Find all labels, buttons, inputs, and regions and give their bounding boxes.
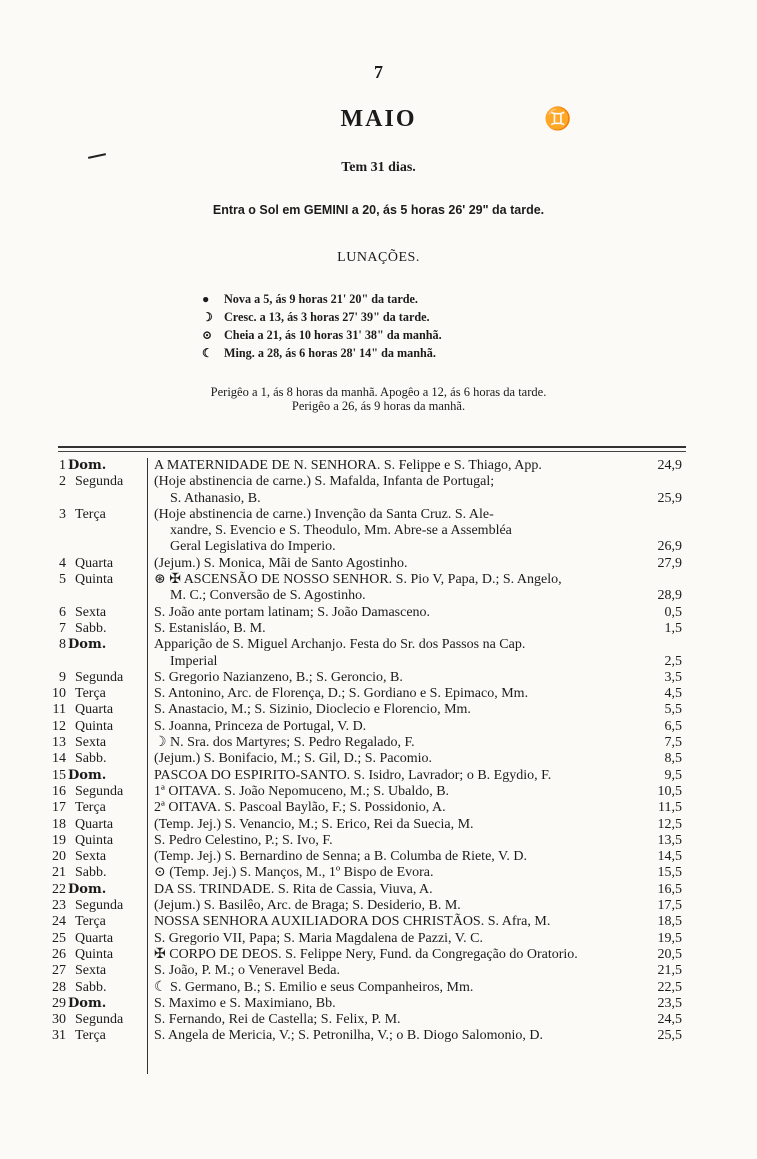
magnitude-value: 10,5 [657, 783, 682, 799]
magnitude-value: 4,5 [664, 686, 682, 702]
saints-entry: 1ª OITAVA. S. João Nepomuceno, M.; S. Ubaldo, B. [154, 783, 450, 799]
saints-entry: S. Angela de Mericia, V.; S. Petronilha, V.; o B. Diogo Salomonio, D. [154, 1028, 544, 1044]
saints-entry: S. João ante portam latinam; S. João Damasceno. [154, 604, 431, 620]
magnitude-value: 14,5 [657, 849, 682, 865]
day-number: 28 [52, 979, 66, 995]
weekday: Sexta [75, 849, 107, 865]
magnitude-value: 19,5 [657, 930, 682, 946]
day-number: 20 [52, 849, 66, 865]
weekday: Terça [75, 506, 106, 522]
calendar-row [0, 898, 757, 914]
day-number: 24 [52, 914, 66, 930]
month-title: MAIO [340, 106, 417, 132]
calendar-row [0, 1012, 757, 1028]
saints-entry: ☽ N. Sra. dos Martyres; S. Pedro Regalado, F. [154, 735, 415, 751]
weekday: Dom. [68, 637, 107, 653]
weekday: Sexta [75, 735, 107, 751]
margin-mark [88, 153, 106, 159]
moon-phase-text: Cheia a 21, ás 10 horas 31' 38" da manhã. [224, 328, 442, 342]
moon-phases-list [202, 290, 442, 362]
weekday: Dom. [68, 995, 107, 1011]
calendar-row [0, 1028, 757, 1044]
calendar-row [0, 800, 757, 816]
day-number: 21 [52, 865, 66, 881]
moon-phase-item [202, 326, 442, 344]
gemini-sign-icon: ♊ [544, 106, 572, 131]
day-number: 3 [59, 506, 66, 522]
saints-entry: S. Pedro Celestino, P.; S. Ivo, F. [154, 832, 333, 848]
saints-entry: S. Gregorio VII, Papa; S. Maria Magdalena de Pazzi, V. C. [154, 930, 483, 946]
saints-entry: (Temp. Jej.) S. Venancio, M.; S. Erico, Rei da Suecia, M. [154, 816, 474, 832]
saints-entry: ✠ CORPO DE DEOS. S. Felippe Nery, Fund. da Congregação do Oratorio. [154, 946, 578, 962]
day-number: 22 [52, 881, 66, 897]
day-number: 4 [59, 555, 66, 571]
last-quarter-icon: ☾ [202, 346, 213, 360]
weekday: Terça [75, 800, 106, 816]
calendar-row [0, 458, 757, 474]
magnitude-value: 22,5 [657, 979, 682, 995]
day-number: 7 [59, 620, 66, 636]
day-number: 12 [52, 718, 66, 734]
magnitude-value: 16,5 [657, 881, 682, 897]
magnitude-value: 20,5 [657, 946, 682, 962]
calendar-row [0, 556, 757, 572]
magnitude-value: 0,5 [664, 604, 682, 620]
saints-entry: S. Anastacio, M.; S. Sizinio, Dioclecio e Florencio, Mm. [154, 702, 471, 718]
day-number: 5 [59, 572, 66, 588]
weekday: Sabb. [75, 751, 107, 767]
calendar-row [0, 686, 757, 702]
calendar-row [0, 670, 757, 686]
weekday: Quinta [75, 572, 114, 588]
calendar-row [0, 784, 757, 800]
magnitude-value: 25,9 [657, 490, 682, 506]
saints-entry: M. C.; Conversão de S. Agostinho. [170, 588, 366, 604]
weekday: Terça [75, 914, 106, 930]
saints-entry: S. Gregorio Nazianzeno, B.; S. Geroncio, B. [154, 669, 403, 685]
saints-entry: ☾ S. Germano, B.; S. Emilio e seus Companheiros, Mm. [154, 979, 474, 995]
magnitude-value: 6,5 [664, 718, 682, 734]
saints-entry: ⊛ ✠ ASCENSÃO DE NOSSO SENHOR. S. Pio V, Papa, D.; S. Angelo, [154, 572, 562, 588]
perigee-line-1: Perigêo a 1, ás 8 horas da manhã. Apogêo a 12, ás 6 horas da tarde. [210, 385, 547, 399]
calendar-row [0, 474, 757, 490]
full-moon-icon: ⊙ [202, 328, 213, 342]
weekday: Quarta [75, 930, 114, 946]
day-number: 1 [59, 458, 66, 473]
day-number: 11 [52, 702, 66, 718]
day-number: 14 [52, 751, 66, 767]
saints-entry: S. João, P. M.; o Veneravel Beda. [154, 963, 340, 979]
day-number: 6 [59, 604, 66, 620]
weekday: Quarta [75, 816, 114, 832]
calendar-row [0, 637, 757, 653]
saints-entry: S. Estanisláo, B. M. [154, 620, 266, 636]
moon-phase-item [202, 344, 442, 362]
magnitude-value: 12,5 [657, 816, 682, 832]
saints-entry: S. Maximo e S. Maximiano, Bb. [154, 995, 336, 1011]
calendar-row [0, 621, 757, 637]
calendar-row [0, 865, 757, 881]
calendar-row [0, 539, 757, 555]
magnitude-value: 15,5 [657, 865, 682, 881]
saints-entry: Apparição de S. Miguel Archanjo. Festa do Sr. dos Passos na Cap. [154, 637, 526, 653]
table-top-rule [58, 446, 686, 448]
weekday: Quarta [75, 555, 114, 571]
saints-entry: (Jejum.) S. Bonifacio, M.; S. Gil, D.; S. Pacomio. [154, 751, 433, 767]
calendar-row [0, 963, 757, 979]
weekday: Terça [75, 1028, 106, 1044]
new-moon-icon: ● [202, 292, 210, 306]
day-number: 18 [52, 816, 66, 832]
saints-entry: (Jejum.) S. Monica, Mãi de Santo Agostinho. [154, 555, 408, 571]
day-number: 2 [59, 474, 66, 490]
moon-phase-item [202, 290, 442, 308]
first-quarter-icon: ☽ [202, 310, 213, 324]
saints-entry: DA SS. TRINDADE. S. Rita de Cassia, Viuva, A. [154, 881, 433, 897]
magnitude-value: 11,5 [658, 800, 682, 816]
calendar-row [0, 719, 757, 735]
calendar-row [0, 605, 757, 621]
day-number: 16 [52, 783, 66, 799]
saints-entry: S. Athanasio, B. [170, 490, 261, 506]
saints-entry: A MATERNIDADE DE N. SENHORA. S. Felippe e S. Thiago, App. [154, 458, 542, 473]
moon-phase-item [202, 308, 442, 326]
weekday: Quinta [75, 718, 114, 734]
day-number: 29 [52, 995, 66, 1011]
day-number: 19 [52, 832, 66, 848]
magnitude-value: 13,5 [657, 832, 682, 848]
calendar-row [0, 947, 757, 963]
perigee-block [0, 385, 757, 413]
moon-phase-text: Ming. a 28, ás 6 horas 28' 14" da manhã. [224, 346, 436, 360]
magnitude-value: 8,5 [664, 751, 682, 767]
calendar-row [0, 931, 757, 947]
sun-entry: Entra o Sol em GEMINI a 20, ás 5 horas 26' 29" da tarde. [212, 203, 545, 217]
magnitude-value: 21,5 [657, 963, 682, 979]
day-number: 30 [52, 1012, 66, 1028]
magnitude-value: 23,5 [657, 995, 682, 1011]
magnitude-value: 24,9 [657, 458, 682, 473]
magnitude-value: 9,5 [664, 767, 682, 783]
page-number: 7 [374, 62, 383, 82]
saints-entry: xandre, S. Evencio e S. Theodulo, Mm. Abre-se a Assembléa [170, 523, 512, 539]
saints-entry: (Jejum.) S. Basilêo, Arc. de Braga; S. Desiderio, B. M. [154, 898, 461, 914]
calendar-row [0, 572, 757, 588]
saints-entry: Geral Legislativa do Imperio. [170, 539, 336, 555]
lunations-heading: LUNAÇÕES. [337, 250, 420, 265]
weekday: Segunda [75, 1012, 124, 1028]
saints-entry: PASCOA DO ESPIRITO-SANTO. S. Isidro, Lavrador; o B. Egydio, F. [154, 767, 552, 783]
calendar-row [0, 507, 757, 523]
calendar-row [0, 735, 757, 751]
saints-entry: ⊙ (Temp. Jej.) S. Manços, M., 1º Bispo de Evora. [154, 865, 434, 881]
weekday: Sexta [75, 604, 107, 620]
magnitude-value: 5,5 [664, 702, 682, 718]
calendar-row [0, 702, 757, 718]
saints-entry: S. Antonino, Arc. de Florença, D.; S. Gordiano e S. Epimaco, Mm. [154, 686, 529, 702]
saints-entry: NOSSA SENHORA AUXILIADORA DOS CHRISTÃOS. S. Afra, M. [154, 914, 551, 930]
calendar-row [0, 882, 757, 898]
day-number: 13 [52, 735, 66, 751]
weekday: Quinta [75, 832, 114, 848]
day-number: 25 [52, 930, 66, 946]
weekday: Segunda [75, 898, 124, 914]
calendar-row [0, 914, 757, 930]
moon-phase-text: Cresc. a 13, ás 3 horas 27' 39" da tarde. [224, 310, 430, 324]
moon-phase-text: Nova a 5, ás 9 horas 21' 20" da tarde. [224, 292, 418, 306]
day-number: 8 [59, 637, 66, 653]
weekday: Dom. [68, 767, 107, 783]
calendar-table [0, 458, 757, 1045]
perigee-line-2: Perigêo a 26, ás 9 horas da manhã. [291, 399, 466, 413]
magnitude-value: 25,5 [657, 1028, 682, 1044]
calendar-row [0, 751, 757, 767]
calendar-row [0, 491, 757, 507]
saints-entry: 2ª OITAVA. S. Pascoal Baylão, F.; S. Possidonio, A. [154, 800, 446, 816]
day-number: 27 [52, 963, 66, 979]
magnitude-value: 1,5 [664, 620, 682, 636]
calendar-row [0, 588, 757, 604]
table-top-rule-thin [58, 451, 686, 452]
day-number: 31 [52, 1028, 66, 1044]
saints-entry: S. Fernando, Rei de Castella; S. Felix, P. M. [154, 1012, 401, 1028]
saints-entry: (Hoje abstinencia de carne.) S. Mafalda, Infanta de Portugal; [154, 474, 495, 490]
day-number: 10 [52, 686, 66, 702]
weekday: Segunda [75, 783, 124, 799]
day-number: 15 [52, 767, 66, 783]
calendar-row [0, 849, 757, 865]
weekday: Sabb. [75, 865, 107, 881]
magnitude-value: 3,5 [664, 669, 682, 685]
day-number: 9 [59, 669, 66, 685]
calendar-row [0, 833, 757, 849]
magnitude-value: 26,9 [657, 539, 682, 555]
magnitude-value: 24,5 [657, 1012, 682, 1028]
calendar-row [0, 980, 757, 996]
saints-entry: (Hoje abstinencia de carne.) Invenção da Santa Cruz. S. Ale- [154, 506, 494, 522]
weekday: Segunda [75, 474, 124, 490]
saints-entry: Imperial [170, 653, 218, 669]
calendar-row [0, 654, 757, 670]
calendar-row [0, 996, 757, 1012]
weekday: Dom. [68, 458, 107, 473]
weekday: Quinta [75, 946, 114, 962]
weekday: Segunda [75, 669, 124, 685]
magnitude-value: 7,5 [664, 735, 682, 751]
magnitude-value: 18,5 [657, 914, 682, 930]
day-number: 23 [52, 898, 66, 914]
magnitude-value: 2,5 [664, 653, 682, 669]
weekday: Sexta [75, 963, 107, 979]
weekday: Sabb. [75, 979, 107, 995]
days-count: Tem 31 dias. [341, 160, 416, 175]
calendar-row [0, 817, 757, 833]
magnitude-value: 17,5 [657, 898, 682, 914]
magnitude-value: 27,9 [657, 555, 682, 571]
calendar-row [0, 523, 757, 539]
weekday: Dom. [68, 881, 107, 897]
day-number: 17 [52, 800, 66, 816]
saints-entry: S. Joanna, Princeza de Portugal, V. D. [154, 718, 367, 734]
weekday: Terça [75, 686, 106, 702]
magnitude-value: 28,9 [657, 588, 682, 604]
calendar-row [0, 768, 757, 784]
saints-entry: (Temp. Jej.) S. Bernardino de Senna; a B. Columba de Riete, V. D. [154, 849, 527, 865]
weekday: Sabb. [75, 620, 107, 636]
day-number: 26 [52, 946, 66, 962]
weekday: Quarta [75, 702, 114, 718]
